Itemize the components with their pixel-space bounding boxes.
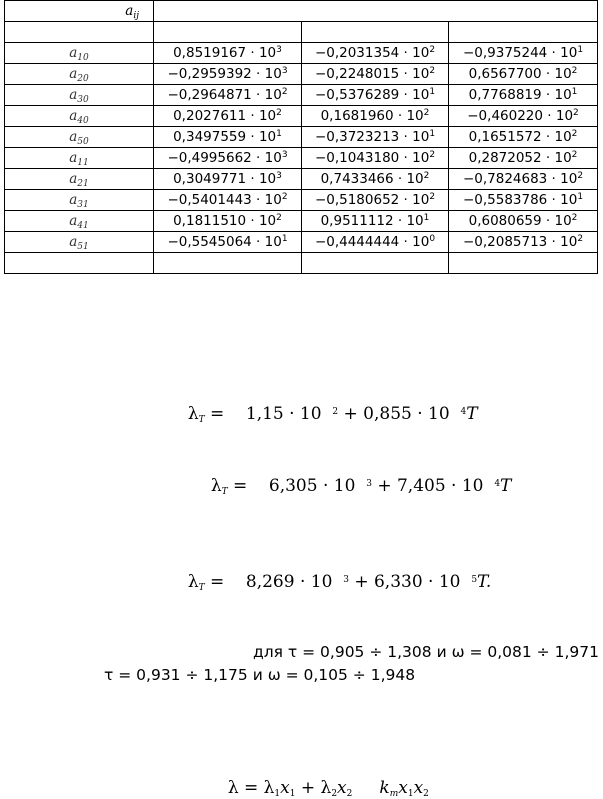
footer-blank-cell: [449, 253, 598, 274]
footer-blank-cell: [154, 253, 302, 274]
table-row: [5, 190, 598, 211]
coefficient-cell: $-0,4995662 \cdot 10^3$: [154, 148, 302, 169]
coefficient-cell: $0,1811510 \cdot 10^2$: [154, 211, 302, 232]
header-empty: [154, 1, 598, 22]
coefficient-cell: $-0,1043180 \cdot 10^2$: [302, 148, 449, 169]
table-row: [5, 64, 598, 85]
condition-line-1: для τ = 0,905 ÷ 1,308 и ω = 0,081 ÷ 1,971: [253, 643, 599, 661]
coefficient-cell: $0,3049771 \cdot 10^3$: [154, 169, 302, 190]
final-formula: $\lambda = \lambda_1x_1 + \lambda_2x_2$ $k_mx_1x_2$: [227, 778, 429, 799]
coefficient-cell: $-0,5545064 \cdot 10^1$: [154, 232, 302, 253]
table-row: [5, 232, 598, 253]
header-blank-cell: [449, 22, 598, 43]
table-row: [5, 169, 598, 190]
coefficient-cell: $-0,5583786 \cdot 10^1$: [449, 190, 598, 211]
coefficient-cell: $-0,5401443 \cdot 10^2$: [154, 190, 302, 211]
coefficient-cell: $0,1681960 \cdot 10^2$: [302, 106, 449, 127]
table-row: [5, 106, 598, 127]
table-row: [5, 127, 598, 148]
coefficient-cell: $-0,9375244 \cdot 10^1$: [449, 43, 598, 64]
row-label: $a_{31}$: [5, 190, 154, 211]
table-row: [5, 211, 598, 232]
row-label: $a_{50}$: [5, 127, 154, 148]
formula-1: $\lambda_T$ = 1,15 · 10 $^2$ + 0,855 · 10 $^4$T: [187, 404, 478, 425]
header-blank-cell: [302, 22, 449, 43]
table-row: [5, 148, 598, 169]
coefficient-cell: $0,8519167 \cdot 10^3$: [154, 43, 302, 64]
coefficient-cell: $-0,2964871 \cdot 10^2$: [154, 85, 302, 106]
coefficient-cell: $0,6080659 \cdot 10^2$: [449, 211, 598, 232]
footer-blank-cell: [302, 253, 449, 274]
header-blank-cell: [5, 22, 154, 43]
coefficient-cell: $-0,5376289 \cdot 10^1$: [302, 85, 449, 106]
row-label: $a_{41}$: [5, 211, 154, 232]
row-label: $a_{40}$: [5, 106, 154, 127]
coefficient-cell: $0,1651572 \cdot 10^2$: [449, 127, 598, 148]
coefficient-cell: $0,9511112 \cdot 10^1$: [302, 211, 449, 232]
coefficient-cell: $0,7433466 \cdot 10^2$: [302, 169, 449, 190]
coefficient-cell: $0,6567700 \cdot 10^2$: [449, 64, 598, 85]
formula-3: $\lambda_T$ = 8,269 · 10 $^3$ + 6,330 · 10 $^5$T.: [187, 572, 492, 593]
row-label: $a_{11}$: [5, 148, 154, 169]
coefficient-cell: $0,2872052 \cdot 10^2$: [449, 148, 598, 169]
coefficient-cell: $-0,2031354 \cdot 10^2$: [302, 43, 449, 64]
table-row: [5, 43, 598, 64]
coefficient-cell: $-0,4444444 \cdot 10^0$: [302, 232, 449, 253]
header-aij: $a_{ij}$: [5, 1, 154, 22]
condition-line-2: τ = 0,931 ÷ 1,175 и ω = 0,105 ÷ 1,948: [104, 666, 416, 684]
coefficient-cell: $-0,2248015 \cdot 10^2$: [302, 64, 449, 85]
footer-blank-cell: [5, 253, 154, 274]
row-label: $a_{10}$: [5, 43, 154, 64]
coefficient-cell: $-0,3723213 \cdot 10^1$: [302, 127, 449, 148]
coefficient-cell: $-0,2959392 \cdot 10^3$: [154, 64, 302, 85]
row-label: $a_{21}$: [5, 169, 154, 190]
header-blank-cell: [154, 22, 302, 43]
row-label: $a_{51}$: [5, 232, 154, 253]
coefficient-cell: $-0,2085713 \cdot 10^2$: [449, 232, 598, 253]
coefficient-cell: $-0,7824683 \cdot 10^2$: [449, 169, 598, 190]
coefficient-cell: $0,2027611 \cdot 10^2$: [154, 106, 302, 127]
row-label: $a_{20}$: [5, 64, 154, 85]
coefficient-table: [4, 0, 598, 274]
coefficient-cell: $0,7768819 \cdot 10^1$: [449, 85, 598, 106]
formula-2: $\lambda_T$ = 6,305 · 10 $^3$ + 7,405 · 10 $^4$T: [210, 476, 512, 497]
coefficient-cell: $-0,460220 \cdot 10^2$: [449, 106, 598, 127]
coefficient-cell: $0,3497559 \cdot 10^1$: [154, 127, 302, 148]
coefficient-cell: $-0,5180652 \cdot 10^2$: [302, 190, 449, 211]
table-row: [5, 85, 598, 106]
row-label: $a_{30}$: [5, 85, 154, 106]
